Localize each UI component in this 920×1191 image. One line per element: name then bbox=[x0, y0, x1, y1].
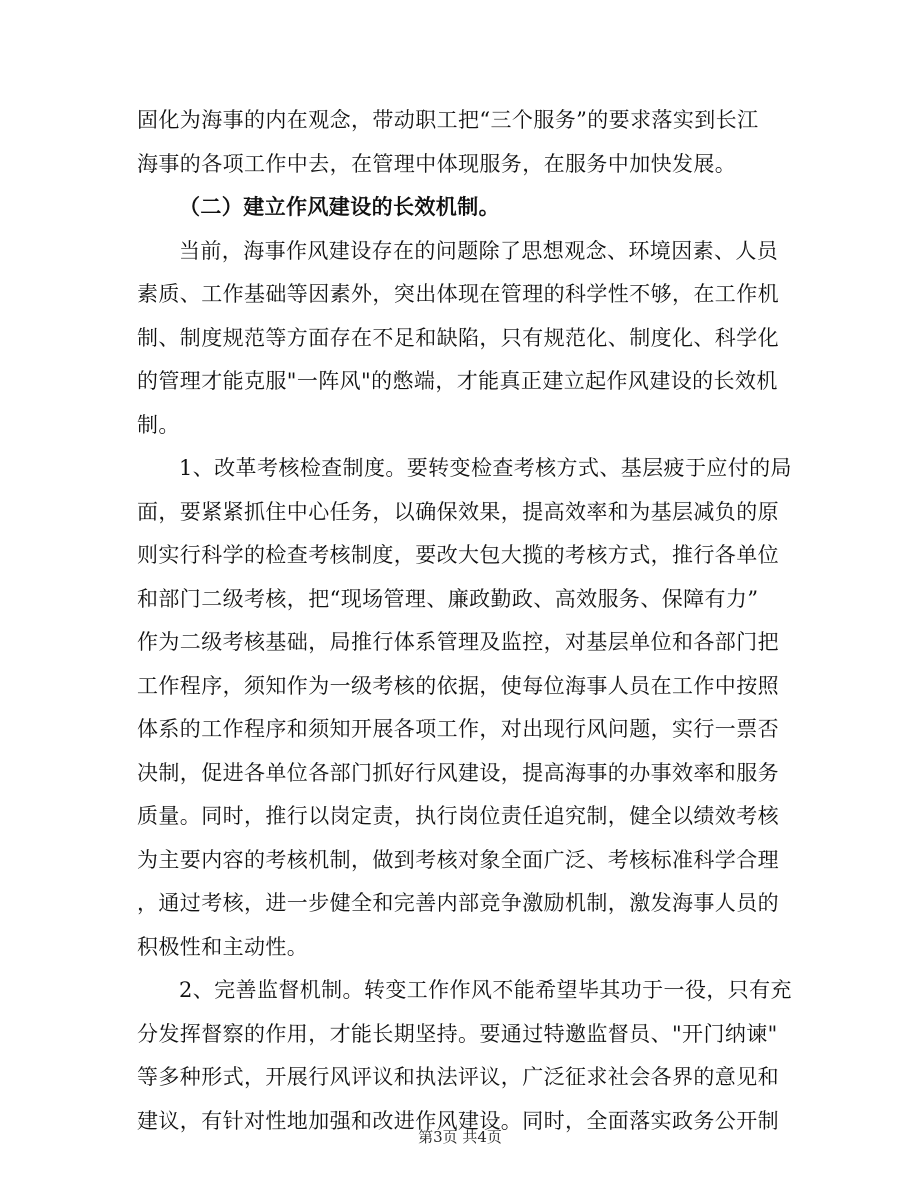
paragraph-line: 体系的工作程序和须知开展各项工作，对出现行风问题，实行一票否 bbox=[137, 717, 779, 741]
paragraph-line: 和部门二级考核，把“现场管理、廉政勤政、高效服务、保障有力” bbox=[137, 587, 759, 611]
paragraph-line: 素质、工作基础等因素外，突出体现在管理的科学性不够，在工作机 bbox=[137, 282, 779, 306]
paragraph-line: 分发挥督察的作用，才能长期坚持。要通过特邀监督员、"开门纳谏" bbox=[137, 1022, 778, 1046]
paragraph-line: 面，要紧紧抓住中心任务，以确保效果，提高效率和为基层减负的原 bbox=[137, 500, 779, 524]
paragraph-line: 制、制度规范等方面存在不足和缺陷，只有规范化、制度化、科学化 bbox=[137, 326, 779, 350]
paragraph-line: 决制，促进各单位各部门抓好行风建设，提高海事的办事效率和服务 bbox=[137, 761, 779, 785]
paragraph-line: 当前，海事作风建设存在的问题除了思想观念、环境因素、人员 bbox=[179, 239, 779, 263]
paragraph-line: 建议，有针对性地加强和改进作风建设。同时，全面落实政务公开制 bbox=[137, 1109, 779, 1133]
paragraph-line: 则实行科学的检查考核制度，要改大包大揽的考核方式，推行各单位 bbox=[137, 543, 779, 567]
paragraph-line: 积极性和主动性。 bbox=[137, 935, 309, 959]
paragraph-line: 固化为海事的内在观念，带动职工把“三个服务”的要求落实到长江 bbox=[137, 108, 759, 132]
page-number: 第3页 共4页 bbox=[418, 1128, 502, 1146]
section-heading: （二）建立作风建设的长效机制。 bbox=[179, 194, 500, 219]
paragraph-line: 质量。同时，推行以岗定责，执行岗位责任追究制，健全以绩效考核 bbox=[137, 804, 779, 828]
paragraph-line: 为主要内容的考核机制，做到考核对象全面广泛、考核标准科学合理 bbox=[137, 848, 779, 872]
paragraph-line: 海事的各项工作中去，在管理中体现服务，在服务中加快发展。 bbox=[137, 152, 737, 176]
paragraph-line: 2、完善监督机制。转变工作作风不能希望毕其功于一役，只有充 bbox=[179, 978, 792, 1002]
paragraph-line: 作为二级考核基础，局推行体系管理及监控，对基层单位和各部门把 bbox=[137, 630, 779, 654]
paragraph-line: 制。 bbox=[137, 413, 180, 437]
paragraph-line: 等多种形式，开展行风评议和执法评议，广泛征求社会各界的意见和 bbox=[137, 1065, 779, 1089]
paragraph-line: 1、改革考核检查制度。要转变检查考核方式、基层疲于应付的局 bbox=[179, 456, 792, 480]
paragraph-line: 工作程序，须知作为一级考核的依据，使每位海事人员在工作中按照 bbox=[137, 674, 779, 698]
paragraph-line: ，通过考核，进一步健全和完善内部竞争激励机制，激发海事人员的 bbox=[137, 891, 779, 915]
paragraph-line: 的管理才能克服"一阵风"的憋端，才能真正建立起作风建设的长效机 bbox=[137, 369, 778, 393]
